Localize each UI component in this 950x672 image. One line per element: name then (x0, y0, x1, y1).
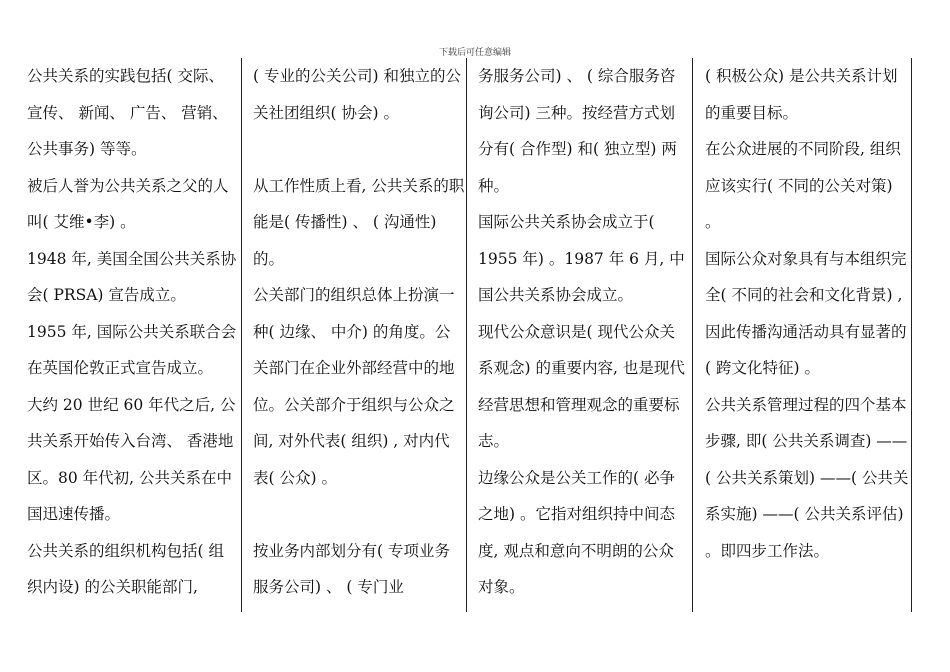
blank-line (253, 131, 465, 168)
paragraph: 在公众进展的不同阶段, 组织应该实行( 不同的公关对策) 。 (705, 140, 901, 231)
paragraph: 被后人誉为公共关系之父的人叫( 艾维•李) 。 (27, 176, 229, 231)
column-divider (911, 58, 912, 612)
paragraph: 公共关系的组织机构包括( 组织内设) 的公关职能部门, (27, 541, 224, 596)
paragraph: 边缘公众是公关工作的( 必争之地) 。它指对组织持中间态度, 观点和意向不明朗的公众对象。 (478, 468, 675, 596)
column-divider (692, 58, 693, 612)
paragraph: 从工作性质上看, 公共关系的职能是( 传播性) 、 ( 沟通性) 的。 (253, 176, 465, 268)
paragraph: 国际公共关系协会成立于( 1955 年) 。1987 年 6 月, 中国公共关系协会成立。 (478, 213, 685, 304)
paragraph: 大约 20 世纪 60 年代之后, 公共关系开始传入台湾、 香港地区。80 年代初, 公共关系在中国迅速传播。 (27, 395, 236, 523)
paragraph: 1948 年, 美国全国公共关系协会( PRSA) 宣告成立。 (27, 249, 237, 304)
blank-line (253, 496, 465, 533)
paragraph: 按业务内部划分有( 专项业务服务公司) 、 ( 专门业 (253, 541, 450, 596)
page-header: 下载后可任意编辑 (438, 48, 511, 58)
paragraph: 1955 年, 国际公共关系联合会在英国伦敦正式宣告成立。 (27, 322, 237, 377)
paragraph: 务服务公司) 、 ( 综合服务咨询公司) 三种。按经营方式划分有( 合作型) 和( 独立型) 两种。 (478, 67, 677, 195)
paragraph: 公共关系的实践包括( 交际、 宣传、 新闻、 广告、 营销、 公共事务) 等等。 (27, 67, 228, 158)
column-divider (241, 58, 242, 612)
paragraph: 公关部门的组织总体上扮演一种( 边缘、 中介) 的角度。公关部门在企业外部经营中的地位。公关部介于组织与公众之间, 对外代表( 组织) , 对内代表( 公众) 。 (253, 286, 455, 487)
paragraph: 公共关系管理过程的四个基本步骤, 即( 公共关系调查) ——( 公共关系策划) ——( 公共关系实施) ——( 公共关系评估) 。即四步工作法。 (705, 395, 909, 560)
text-column-3 (478, 58, 686, 613)
paragraph: ( 专业的公关公司) 和独立的公关社团组织( 协会) 。 (253, 67, 461, 122)
text-column-1 (27, 58, 238, 613)
text-column-4 (705, 58, 910, 613)
paragraph: 国际公众对象具有与本组织完全( 不同的社会和文化背景) , 因此传播沟通活动具有显著的( 跨文化特征) 。 (705, 249, 907, 377)
text-column-2 (253, 58, 465, 613)
paragraph: 现代公众意识是( 现代公众关系观念) 的重要内容, 也是现代经营思想和管理观念的重要标志。 (478, 322, 685, 450)
paragraph: ( 积极公众) 是公共关系计划的重要目标。 (705, 67, 898, 122)
column-divider (466, 58, 467, 612)
